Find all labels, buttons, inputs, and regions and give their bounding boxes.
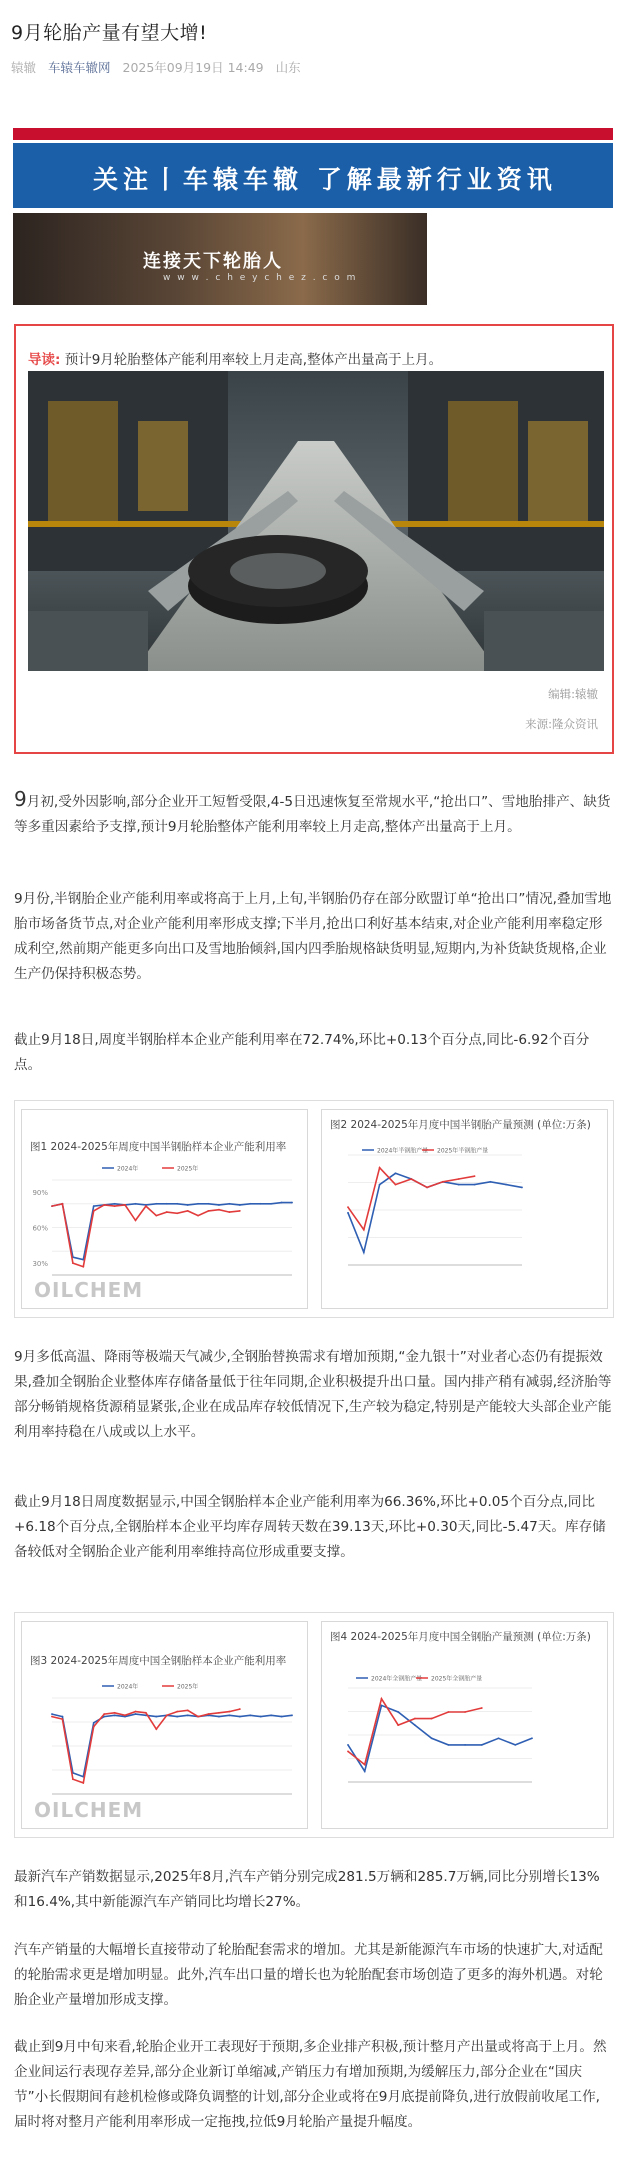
data-point (249, 1203, 251, 1205)
data-point (228, 1211, 230, 1213)
legend-label: 2025年全钢胎产量 (431, 1675, 483, 1683)
data-point (260, 1203, 262, 1205)
data-point (218, 1209, 220, 1211)
data-point (51, 1205, 53, 1207)
publish-time: 2025年09月19日 14:49 (122, 60, 264, 75)
series-line-2025 (348, 1699, 482, 1765)
data-point (82, 1266, 84, 1268)
chart-fig3-watermark: OILCHEM (34, 1798, 144, 1822)
data-point (93, 1722, 95, 1724)
brand-banner-image (13, 213, 427, 305)
data-point (414, 1724, 416, 1726)
data-point (458, 1178, 460, 1180)
data-point (103, 1204, 105, 1206)
data-point (197, 1215, 199, 1217)
data-point (155, 1716, 157, 1718)
data-point (464, 1744, 466, 1746)
data-point (197, 1203, 199, 1205)
drop-cap: 9 (14, 787, 27, 811)
data-point (145, 1205, 147, 1207)
data-point (187, 1204, 189, 1206)
data-point (82, 1782, 84, 1784)
data-point (228, 1203, 230, 1205)
paragraph-4: 9月多低高温、降雨等极端天气减少,全钢胎替换需求有增加预期,“金九银十”对业者心态仍有提振效果,叠加全钢胎企业整体库存储备量低于往年同期,企业积极提升出口量。国内排产稍有减弱,经济胎等部分畅销规格货源稍显紧张,企业在成品库存较低情况下,生产较为稳定,特别是产能较大头部企业产能利用率持稳在八成或以上水平。 (14, 1349, 612, 1440)
legend-label: 2024年 (117, 1165, 139, 1173)
data-point (103, 1713, 105, 1715)
tire-factory-photo (28, 371, 604, 671)
data-point (114, 1714, 116, 1716)
data-point (176, 1716, 178, 1718)
data-point (442, 1181, 444, 1183)
chart-fig1-watermark: OILCHEM (34, 1278, 144, 1302)
data-point (489, 1181, 491, 1183)
location: 山东 (275, 60, 301, 75)
data-point (281, 1716, 283, 1718)
data-point (514, 1744, 516, 1746)
paragraph-5: 截止9月18日周度数据显示,中国全钢胎样本企业产能利用率为66.36%,环比+0.05个百分点,同比+6.18个百分点,全钢胎样本企业平均库存周转天数在39.13天,环比+0.30天,同比-5.47天。库存储备较低对全钢胎企业产能利用率维持高位形成重要支撑。 (14, 1494, 606, 1560)
data-point (270, 1714, 272, 1716)
data-point (381, 1698, 383, 1700)
paragraph-8: 截止到9月中旬来看,轮胎企业开工表现好于预期,多企业排产积极,预计整月产出量或将高于上月。然企业间运行表现存差异,部分企业新订单缩减,产销压力有增加预期,为缓解压力,部分企业在“国庆节”小长假期间有趁机检修或降负调整的计划,部分企业或将在9月底提前降负,进行放假前收尾工作,届时将对整月产能利用率形成一定拖拽,拉低9月轮胎产量提升幅度。 (14, 2039, 607, 2130)
data-point (379, 1184, 381, 1186)
data-point (281, 1202, 283, 1204)
data-point (135, 1203, 137, 1205)
legend-label: 2025年 (177, 1165, 199, 1173)
paragraph-6: 最新汽车产销数据显示,2025年8月,汽车产销分别完成281.5万辆和285.7万辆,同比分别增长13%和16.4%,其中新能源汽车产销同比均增长27%。 (14, 1869, 600, 1910)
series-line-2025 (52, 1204, 240, 1267)
data-point (218, 1204, 220, 1206)
data-point (166, 1714, 168, 1716)
data-point (458, 1184, 460, 1186)
data-point (395, 1172, 397, 1174)
chart-fig2-title-a: 图2 2024-2025年月度 (330, 1119, 440, 1131)
data-point (124, 1714, 126, 1716)
data-point (270, 1203, 272, 1205)
data-point (72, 1262, 74, 1264)
data-point (291, 1202, 293, 1204)
data-point (498, 1737, 500, 1739)
data-point (381, 1705, 383, 1707)
article-meta (11, 58, 309, 76)
data-point (187, 1210, 189, 1212)
chart-fig1-title: 图1 2024-2025年周度中国半钢胎样本企业产能利用率 (30, 1141, 287, 1153)
data-point (481, 1707, 483, 1709)
legend-label: 2024年 (117, 1683, 139, 1691)
data-point (155, 1215, 157, 1217)
data-point (410, 1178, 412, 1180)
data-point (260, 1716, 262, 1718)
data-point (155, 1203, 157, 1205)
data-point (474, 1184, 476, 1186)
legend-label: 2024年半钢胎产量 (377, 1147, 429, 1155)
legend-label: 2025年 (177, 1683, 199, 1691)
lead-text: 预计9月轮胎整体产能利用率较上月走高,整体产出量高于上月。 (64, 352, 443, 368)
account-link[interactable]: 车辕车辙网 (48, 60, 111, 75)
data-point (447, 1711, 449, 1713)
data-point (249, 1714, 251, 1716)
data-point (364, 1770, 366, 1772)
chart-fig2-title (330, 1118, 591, 1133)
data-point (208, 1210, 210, 1212)
chart-fig4-title-a: 图4 2024-2025年月度 (330, 1631, 440, 1643)
follow-banner (13, 128, 613, 208)
brand-slogan: 连接天下轮胎人 (143, 251, 283, 272)
data-point (197, 1716, 199, 1718)
y-tick-label: 30% (32, 1260, 48, 1269)
data-point (397, 1724, 399, 1726)
chart-fig2-svg (322, 1110, 609, 1310)
editor-credit: 编辑:辕辙 (548, 687, 598, 701)
data-point (208, 1203, 210, 1205)
data-point (145, 1712, 147, 1714)
chart-fig4 (321, 1621, 608, 1829)
lead-box (14, 324, 614, 754)
data-point (176, 1203, 178, 1205)
data-point (397, 1711, 399, 1713)
article-title: 9月轮胎产量有望大增! (11, 22, 208, 44)
paragraph-1 (14, 787, 612, 840)
data-point (474, 1175, 476, 1177)
chart-fig3-title: 图3 2024-2025年周度中国全钢胎样本企业产能利用率 (30, 1655, 287, 1667)
brand-site: w w w . c h e y c h e z . c o m (163, 273, 358, 283)
chart-fig4-title-c: (单位:万条) (537, 1631, 591, 1643)
data-point (218, 1716, 220, 1718)
data-point (239, 1708, 241, 1710)
data-point (431, 1737, 433, 1739)
data-point (239, 1716, 241, 1718)
data-point (135, 1713, 137, 1715)
paragraph-3: 截止9月18日,周度半钢胎样本企业产能利用率在72.74%,环比+0.13个百分点,同比-6.92个百分点。 (14, 1032, 590, 1073)
data-point (347, 1751, 349, 1753)
series-line-2024 (52, 1714, 292, 1777)
data-point (464, 1711, 466, 1713)
data-point (176, 1212, 178, 1214)
data-point (62, 1718, 64, 1720)
paragraph-7: 汽车产销量的大幅增长直接带动了轮胎配套需求的增加。尤其是新能源汽车市场的快速扩大,对适配的轮胎需求更是增加明显。此外,汽车出口量的增长也为轮胎配套市场创造了更多的海外机遇。对轮胎企业产量增加形成支撑。 (14, 1942, 603, 2008)
follow-banner-text: 关注丨车辕车辙 了解最新行业资讯 (93, 165, 557, 194)
data-point (114, 1205, 116, 1207)
data-point (531, 1737, 533, 1739)
data-point (72, 1778, 74, 1780)
source-credit: 来源:隆众资讯 (525, 717, 598, 731)
paragraph-2: 9月份,半钢胎企业产能利用率或将高于上月,上旬,半钢胎仍存在部分欧盟订单“抢出口”情况,叠加雪地胎市场备货节点,对企业产能利用率形成支撑;下半月,抢出口利好基本结束,对企业产能利用率稳定形成利空,然前期产能更多向出口及雪地胎倾斜,国内四季胎规格缺货明显,短期内,为补货缺货规格,企业生产仍保持积极态势。 (14, 891, 612, 982)
data-point (447, 1744, 449, 1746)
data-point (505, 1184, 507, 1186)
paragraph-1-text: 月初,受外因影响,部分企业开工短暂受限,4-5日迅速恢复至常规水平,“抢出口”、雪地胎排产、缺货等多重因素给予支撑,预计9月轮胎整体产能利用率较上月走高,整体产出量高于上月。 (14, 794, 611, 835)
data-point (395, 1184, 397, 1186)
data-point (208, 1713, 210, 1715)
data-point (521, 1187, 523, 1189)
legend-label: 2024年全钢胎产量 (371, 1675, 423, 1683)
y-tick-label: 90% (32, 1188, 48, 1197)
data-point (124, 1204, 126, 1206)
legend-label: 2025年半钢胎产量 (437, 1147, 489, 1155)
author: 辕辙 (11, 60, 37, 75)
data-point (379, 1167, 381, 1169)
data-point (166, 1211, 168, 1213)
data-point (228, 1714, 230, 1716)
data-point (166, 1203, 168, 1205)
chart-fig2 (321, 1109, 608, 1309)
lead-label: 导读: (28, 352, 61, 368)
data-point (347, 1744, 349, 1746)
data-point (62, 1203, 64, 1205)
data-point (347, 1206, 349, 1208)
series-line-2025 (348, 1168, 475, 1230)
data-point (51, 1713, 53, 1715)
data-point (414, 1718, 416, 1720)
chart-fig4-title-b: 中国全钢胎产量预测 (439, 1631, 534, 1643)
data-point (364, 1764, 366, 1766)
data-point (155, 1728, 157, 1730)
data-point (114, 1203, 116, 1205)
chart-fig4-svg (322, 1622, 609, 1830)
data-point (93, 1726, 95, 1728)
data-point (291, 1714, 293, 1716)
data-point (51, 1716, 53, 1718)
data-point (187, 1709, 189, 1711)
y-tick-label: 60% (32, 1224, 48, 1233)
data-point (481, 1744, 483, 1746)
data-point (363, 1251, 365, 1253)
data-point (187, 1714, 189, 1716)
chart-fig4-title (330, 1630, 591, 1645)
chart-fig3 (21, 1621, 308, 1829)
data-point (426, 1187, 428, 1189)
data-point (93, 1205, 95, 1207)
data-point (239, 1210, 241, 1212)
data-point (347, 1212, 349, 1214)
data-point (239, 1204, 241, 1206)
data-point (114, 1712, 116, 1714)
chart-fig2-title-b: 中国半钢胎产量预测 (439, 1119, 534, 1131)
data-point (228, 1711, 230, 1713)
lead-summary (28, 348, 442, 368)
data-point (218, 1712, 220, 1714)
chart-pair-2 (14, 1612, 614, 1838)
chart-fig1 (21, 1109, 308, 1309)
data-point (93, 1210, 95, 1212)
data-point (135, 1219, 137, 1221)
chart-fig2-title-c: (单位:万条) (537, 1119, 591, 1131)
data-point (62, 1716, 64, 1718)
data-point (135, 1711, 137, 1713)
data-point (176, 1711, 178, 1713)
data-point (431, 1718, 433, 1720)
data-point (363, 1229, 365, 1231)
chart-pair-1 (14, 1100, 614, 1318)
